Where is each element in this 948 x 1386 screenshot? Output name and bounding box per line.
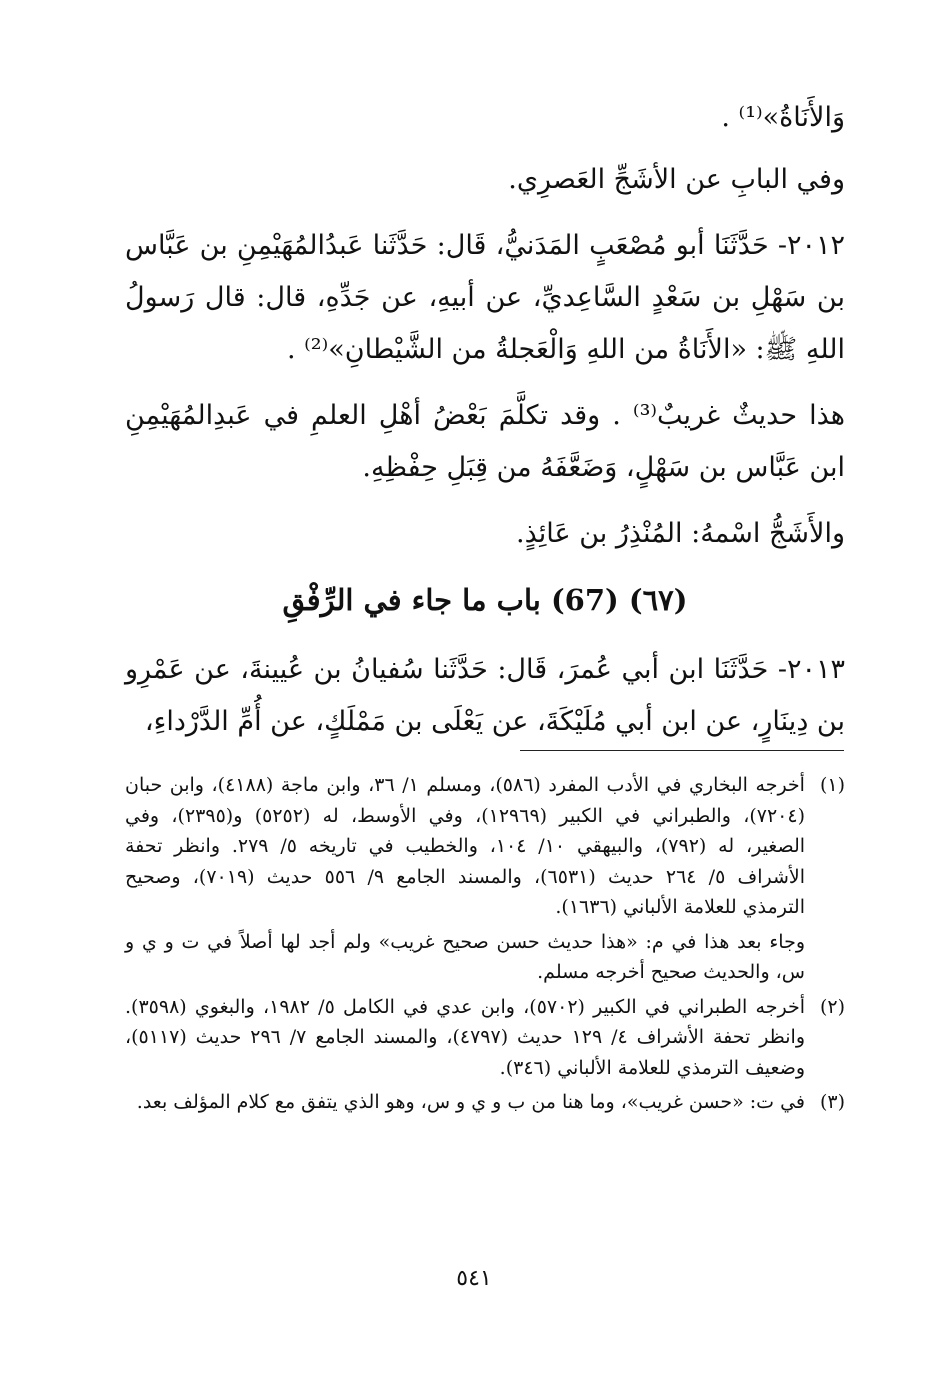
hadith-2012 [125,220,845,376]
main-text [125,92,845,762]
hadith-2013 [125,644,845,748]
footnotes [125,770,845,1122]
footnote-number: (٣) [819,1091,845,1113]
previous-hadith-ending: وَالأَنَاةُ»⁽¹⁾ . [721,102,845,133]
chapter-title: (٦٧) (67) باب ما جاء في الرِّفْقِ [282,583,688,617]
narrator-name-note: والأَشَجُّ اسْمهُ: المُنْذِرُ بن عَائِذٍ. [516,518,845,549]
hadith-text: حَدَّثَنَا ابن أبي عُمرَ، قَال: حَدَّثَنا سُفيانُ بن عُيينةَ، عن عَمْرِو بن دِينَارٍ، عن ابن أبي مُلَيْكَةَ، عن يَعْلَى بن مَمْلَكٍ، عن أُمِّ الدَّرْداءِ، [125,654,845,737]
footnote-number: (٢) [819,995,845,1018]
footnote-divider [520,750,844,751]
footnote-text: في ت: «حسن غريب»، وما هنا من ب و ي و س، وهو الذي يتفق مع كلام المؤلف بعد. [136,1091,805,1113]
bab-note: وفي البابِ عن الأشَجِّ العَصرِي. [508,164,845,195]
footnote-number: (١) [819,774,845,796]
hadith-grading: هذا حديثٌ غريبٌ⁽³⁾ . وقد تكلَّمَ بَعْضُ أهْلِ العلمِ في عَبدِالمُهَيْمِنِ ابن عَبَّاس بن سَهْلٍ، وَضَعَّفَهُ من قِبَلِ حِفْظِهِ. [125,400,845,483]
footnote-3 [125,1087,845,1118]
hadith-text: حَدَّثَنَا أبو مُصْعَبٍ المَدَنيُّ، قَال: حَدَّثَنا عَبدُالمُهَيْمِنِ بن عَبَّاس بن سَهْلِ بن سَعْدٍ السَّاعِديِّ، عن أبيهِ، عن جَدِّهِ، قال: قال رَسولُ اللهِ ﷺ: «الأَنَاةُ من اللهِ وَالْعَجلةُ من الشَّيْطانِ»⁽²⁾ . [125,230,845,365]
footnote-text: أخرجه البخاري في الأدب المفرد (٥٨٦)، ومسلم ١/ ٣٦، وابن ماجة (٤١٨٨)، وابن حبان (٧٢٠٤)، والطبراني في الكبير (١٢٩٦٩)، وفي الأوسط، له (٥٢٥٢) و(٢٣٩٥)، وفي الصغير، له (٧٩٢)، والبيهقي ١٠/ ١٠٤، والخطيب في تاريخه ٥/ ٢٧٩. وانظر تحفة الأشراف ٥/ ٢٦٤ حديث (٦٥٣١)، والمسند الجامع ٩/ ٥٥٦ حديث (٧٠١٩)، وصحيح الترمذي للعلامة الألباني (١٦٣٦). [125,774,806,918]
hadith-number: ٢٠١٣- [777,654,845,685]
footnote-1-extra: وجاء بعد هذا في م: «هذا حديث حسن صحيح غريب» ولم أجد لها أصلاً في ت و ي و س، والحديث صحيح أخرجه مسلم. [125,930,805,983]
footnote-text: أخرجه الطبراني في الكبير (٥٧٠٢)، وابن عدي في الكامل ٥/ ١٩٨٢، والبغوي (٣٥٩٨). وانظر تحفة الأشراف ٤/ ١٢٩ حديث (٤٧٩٧)، والمسند الجامع ٧/ ٢٩٦ حديث (٥١١٧)، وضعيف الترمذي للعلامة الألباني (٣٤٦). [125,995,806,1079]
footnote-2 [125,992,845,1084]
page-number: ٥٤١ [456,1266,492,1291]
footnote-1 [125,770,845,923]
hadith-number: ٢٠١٢- [777,230,845,261]
